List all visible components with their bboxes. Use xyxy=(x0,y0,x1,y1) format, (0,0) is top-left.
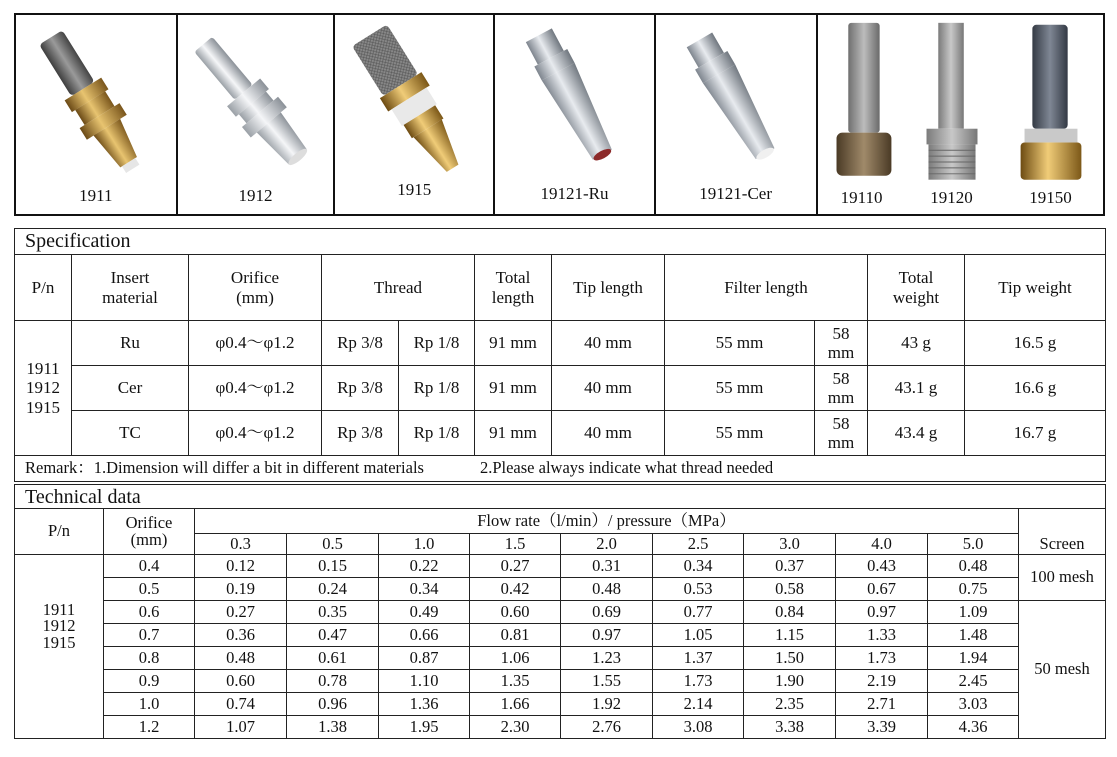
column-header: Screen xyxy=(1019,534,1106,555)
technical-data-table xyxy=(14,484,1106,739)
flow-rate-cell: 2.30 xyxy=(470,716,561,739)
column-header: Tip length xyxy=(552,255,665,321)
table-cell: Rp 3/8 xyxy=(322,321,399,366)
flow-rate-cell: 0.87 xyxy=(379,647,470,670)
column-header: Orifice (mm) xyxy=(189,255,322,321)
table-cell: 58 mm xyxy=(815,366,868,411)
product-cell xyxy=(495,15,656,214)
flow-rate-cell: 0.58 xyxy=(744,578,836,601)
flow-rate-cell: 1.05 xyxy=(653,624,744,647)
filter-group-cell xyxy=(818,15,1103,214)
flow-rate-cell: 0.74 xyxy=(195,693,287,716)
flow-rate-cell: 1.23 xyxy=(561,647,653,670)
flow-rate-cell: 0.37 xyxy=(744,555,836,578)
table-cell: 43.4 g xyxy=(868,411,965,456)
remark-label: Remark： xyxy=(25,458,94,478)
part-number-group: 1911 1912 1915 xyxy=(15,555,104,739)
flow-rate-cell: 0.61 xyxy=(287,647,379,670)
flow-rate-cell: 0.27 xyxy=(195,601,287,624)
orifice-cell: 0.9 xyxy=(104,670,195,693)
flow-rate-cell: 0.27 xyxy=(470,555,561,578)
part-number-group: 1911 1912 1915 xyxy=(15,321,72,456)
flow-rate-cell: 1.73 xyxy=(836,647,928,670)
flow-rate-cell: 3.38 xyxy=(744,716,836,739)
table-cell: 58 mm xyxy=(815,411,868,456)
flow-rate-cell: 0.96 xyxy=(287,693,379,716)
table-cell: 91 mm xyxy=(475,321,552,366)
flow-rate-cell: 0.97 xyxy=(836,601,928,624)
column-header: Insert material xyxy=(72,255,189,321)
section-title: Specification xyxy=(15,229,1106,255)
flow-rate-cell: 2.76 xyxy=(561,716,653,739)
product-code: 19121-Ru xyxy=(540,184,609,203)
flow-rate-cell: 3.39 xyxy=(836,716,928,739)
table-cell: 58 mm xyxy=(815,321,868,366)
flow-rate-cell: 0.19 xyxy=(195,578,287,601)
flow-rate-cell: 1.07 xyxy=(195,716,287,739)
table-header-row xyxy=(15,255,1106,321)
table-row xyxy=(15,601,1106,624)
table-cell: φ0.4～φ1.2 xyxy=(189,366,322,411)
flow-rate-cell: 1.50 xyxy=(744,647,836,670)
orifice-cell: 0.8 xyxy=(104,647,195,670)
flow-rate-cell: 1.48 xyxy=(928,624,1019,647)
flow-rate-cell: 1.10 xyxy=(379,670,470,693)
orifice-cell: 1.2 xyxy=(104,716,195,739)
flow-rate-cell: 0.81 xyxy=(470,624,561,647)
product-cell xyxy=(16,15,178,214)
product-cell xyxy=(910,15,994,214)
flow-rate-cell: 2.19 xyxy=(836,670,928,693)
remark-item: 2.Please always indicate what thread needed xyxy=(479,458,774,478)
orifice-cell: 0.6 xyxy=(104,601,195,624)
pressure-value: 2.0 xyxy=(561,534,653,555)
sintered-filter-image xyxy=(818,15,906,214)
section-title: Technical data xyxy=(15,485,1106,509)
flow-rate-cell: 0.97 xyxy=(561,624,653,647)
table-cell: Rp 1/8 xyxy=(399,366,475,411)
pressure-value: 3.0 xyxy=(744,534,836,555)
flow-rate-cell: 2.14 xyxy=(653,693,744,716)
pressure-value: 1.5 xyxy=(470,534,561,555)
screen-cell: 100 mesh xyxy=(1019,555,1106,601)
flow-rate-cell: 0.48 xyxy=(195,647,287,670)
table-row xyxy=(15,716,1106,739)
flow-rate-cell: 1.09 xyxy=(928,601,1019,624)
table-cell: 16.6 g xyxy=(965,366,1106,411)
flow-rate-cell: 1.73 xyxy=(653,670,744,693)
flow-rate-cell: 4.36 xyxy=(928,716,1019,739)
table-cell: 43.1 g xyxy=(868,366,965,411)
column-header: P/n xyxy=(15,255,72,321)
table-cell: φ0.4～φ1.2 xyxy=(189,411,322,456)
table-cell: 55 mm xyxy=(665,366,815,411)
flow-rate-cell: 0.60 xyxy=(195,670,287,693)
table-row xyxy=(15,411,1106,456)
table-row xyxy=(15,555,1106,578)
table-cell: 55 mm xyxy=(665,411,815,456)
flow-rate-cell: 3.03 xyxy=(928,693,1019,716)
flow-rate-cell: 0.48 xyxy=(561,578,653,601)
flow-rate-cell: 0.43 xyxy=(836,555,928,578)
flow-rate-cell: 0.67 xyxy=(836,578,928,601)
flow-rate-cell: 0.12 xyxy=(195,555,287,578)
table-row xyxy=(15,624,1106,647)
threaded-filter-image xyxy=(910,15,994,214)
product-code: 19120 xyxy=(930,188,973,207)
flow-rate-cell: 1.66 xyxy=(470,693,561,716)
table-cell: Rp 1/8 xyxy=(399,321,475,366)
table-cell: 91 mm xyxy=(475,411,552,456)
flow-rate-cell: 2.45 xyxy=(928,670,1019,693)
table-cell: 40 mm xyxy=(552,321,665,366)
table-cell: 91 mm xyxy=(475,366,552,411)
aluminum-nozzle-image xyxy=(178,15,334,214)
table-cell: Rp 3/8 xyxy=(322,366,399,411)
flow-rate-cell: 1.95 xyxy=(379,716,470,739)
product-code: 19110 xyxy=(840,188,883,207)
brass-nozzle-with-filter-image xyxy=(16,15,176,214)
product-cell xyxy=(178,15,336,214)
flow-rate-cell: 1.06 xyxy=(470,647,561,670)
screen-cell: 50 mesh xyxy=(1019,601,1106,739)
flow-rate-cell: 2.71 xyxy=(836,693,928,716)
pressure-value: 4.0 xyxy=(836,534,928,555)
flow-rate-cell: 0.60 xyxy=(470,601,561,624)
table-row xyxy=(15,321,1106,366)
column-header: Total length xyxy=(475,255,552,321)
column-header: Tip weight xyxy=(965,255,1106,321)
flow-rate-cell: 1.92 xyxy=(561,693,653,716)
table-cell: Ru xyxy=(72,321,189,366)
flow-rate-cell: 0.15 xyxy=(287,555,379,578)
table-cell: Rp 1/8 xyxy=(399,411,475,456)
table-row xyxy=(15,670,1106,693)
flow-rate-cell: 0.36 xyxy=(195,624,287,647)
flow-rate-cell: 1.90 xyxy=(744,670,836,693)
table-cell: 16.7 g xyxy=(965,411,1106,456)
orifice-cell: 0.5 xyxy=(104,578,195,601)
table-row xyxy=(15,647,1106,670)
flow-rate-cell: 0.84 xyxy=(744,601,836,624)
flow-rate-cell: 1.37 xyxy=(653,647,744,670)
flow-rate-cell: 0.35 xyxy=(287,601,379,624)
column-header: Total weight xyxy=(868,255,965,321)
table-cell: 55 mm xyxy=(665,321,815,366)
column-header: Flow rate（l/min）/ pressure（MPa） xyxy=(195,509,1019,534)
remark xyxy=(15,456,1106,482)
table-row xyxy=(15,693,1106,716)
column-header: Thread xyxy=(322,255,475,321)
product-cell xyxy=(656,15,818,214)
flow-rate-cell: 0.42 xyxy=(470,578,561,601)
flow-rate-cell: 0.53 xyxy=(653,578,744,601)
flow-rate-cell: 0.66 xyxy=(379,624,470,647)
remark-item: 1.Dimension will differ a bit in different materials xyxy=(93,458,424,478)
table-cell: Rp 3/8 xyxy=(322,411,399,456)
product-code: 19150 xyxy=(1029,188,1072,207)
flow-rate-cell: 0.47 xyxy=(287,624,379,647)
flow-rate-cell: 0.49 xyxy=(379,601,470,624)
pressure-value: 1.0 xyxy=(379,534,470,555)
table-cell: TC xyxy=(72,411,189,456)
product-cell xyxy=(998,15,1104,214)
flow-rate-cell: 1.33 xyxy=(836,624,928,647)
pressure-value: 0.5 xyxy=(287,534,379,555)
flow-rate-cell: 0.78 xyxy=(287,670,379,693)
flow-rate-cell: 2.35 xyxy=(744,693,836,716)
pressure-value: 2.5 xyxy=(653,534,744,555)
flow-rate-cell: 0.34 xyxy=(379,578,470,601)
table-row xyxy=(15,366,1106,411)
table-row xyxy=(15,578,1106,601)
product-code: 19121-Cer xyxy=(699,184,773,203)
flow-rate-cell: 0.77 xyxy=(653,601,744,624)
flow-rate-cell: 0.31 xyxy=(561,555,653,578)
flow-rate-cell: 0.75 xyxy=(928,578,1019,601)
flow-rate-cell: 1.94 xyxy=(928,647,1019,670)
flow-rate-cell: 1.55 xyxy=(561,670,653,693)
column-header: Filter length xyxy=(665,255,868,321)
product-cell xyxy=(818,15,906,214)
product-code: 1915 xyxy=(397,180,432,199)
table-cell: Cer xyxy=(72,366,189,411)
orifice-cell: 0.4 xyxy=(104,555,195,578)
column-header: Orifice (mm) xyxy=(104,509,195,555)
orifice-cell: 0.7 xyxy=(104,624,195,647)
pressure-value: 0.3 xyxy=(195,534,287,555)
brass-base-filter-image xyxy=(998,15,1104,214)
product-code: 1912 xyxy=(238,186,273,205)
table-cell: 40 mm xyxy=(552,366,665,411)
flow-rate-cell: 1.35 xyxy=(470,670,561,693)
table-cell: φ0.4～φ1.2 xyxy=(189,321,322,366)
specification-table xyxy=(14,228,1106,482)
column-header: P/n xyxy=(15,509,104,555)
product-code: 1911 xyxy=(79,186,113,205)
product-photo-strip xyxy=(14,13,1105,216)
table-cell: 40 mm xyxy=(552,411,665,456)
flow-rate-cell: 0.24 xyxy=(287,578,379,601)
flow-rate-cell: 1.38 xyxy=(287,716,379,739)
table-cell: 16.5 g xyxy=(965,321,1106,366)
flow-rate-cell: 0.48 xyxy=(928,555,1019,578)
flow-rate-cell: 0.34 xyxy=(653,555,744,578)
flow-rate-cell: 0.69 xyxy=(561,601,653,624)
table-cell: 43 g xyxy=(868,321,965,366)
flow-rate-cell: 0.22 xyxy=(379,555,470,578)
product-cell xyxy=(335,15,495,214)
orifice-cell: 1.0 xyxy=(104,693,195,716)
flow-rate-cell: 3.08 xyxy=(653,716,744,739)
flow-rate-cell: 1.36 xyxy=(379,693,470,716)
pressure-value: 5.0 xyxy=(928,534,1019,555)
flow-rate-cell: 1.15 xyxy=(744,624,836,647)
